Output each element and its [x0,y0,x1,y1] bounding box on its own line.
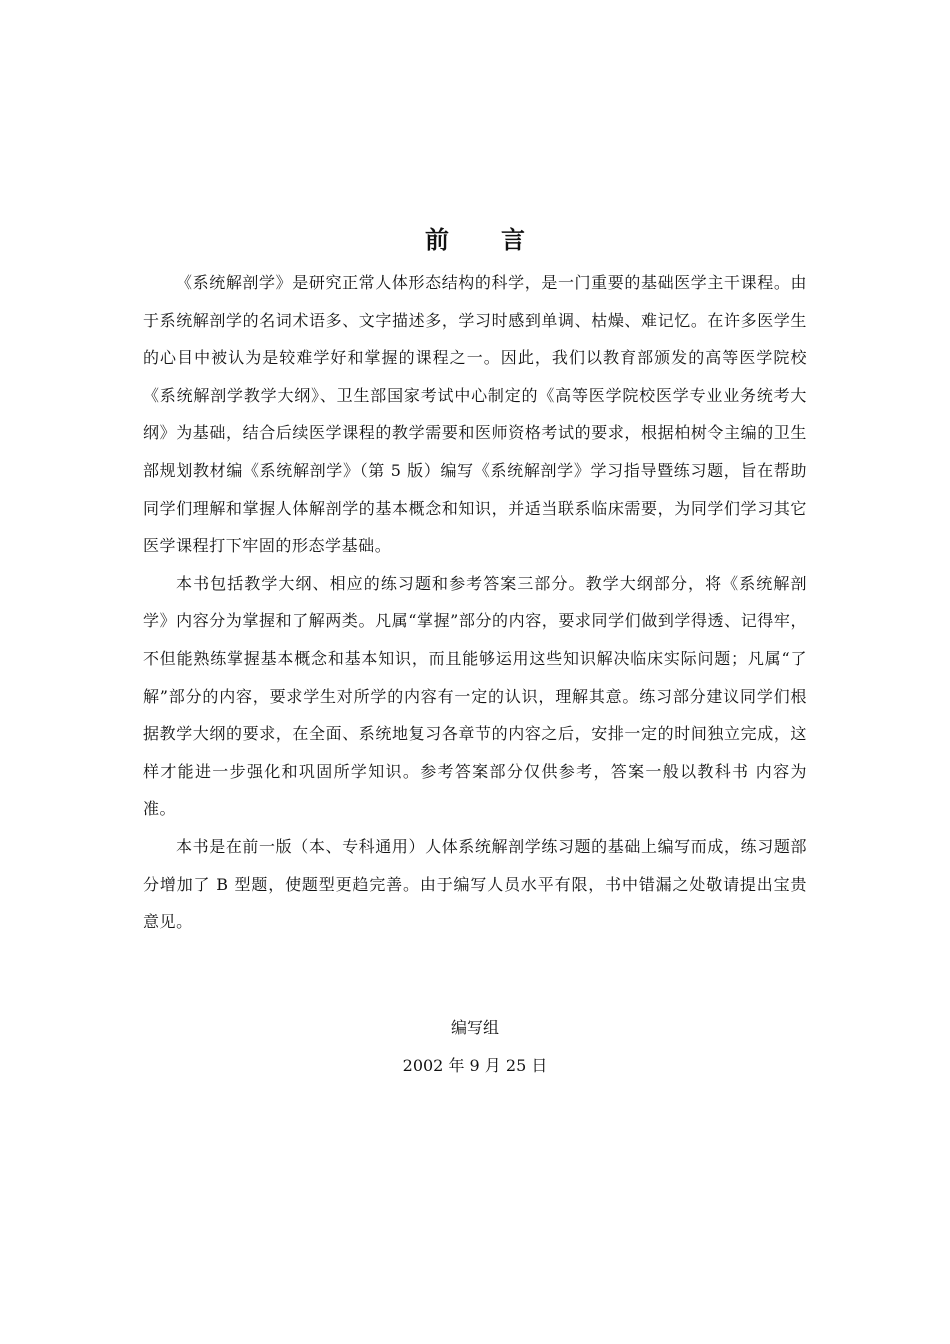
preface-body [143,264,807,941]
author-signature: 编写组 [450,1018,499,1037]
page-title: 前言 [425,225,577,254]
paragraph-2: 本书包括教学大纲、相应的练习题和参考答案三部分。教学大纲部分，将《系统解剖学》内容分为掌握和了解两类。凡属“掌握”部分的内容，要求同学们做到学得透、记得牢，不但能熟练掌握基本概念和基本知识，而且能够运用这些知识解决临床实际问题；凡属“了解”部分的内容，要求学生对所学的内容有一定的认识，理解其意。练习部分建议同学们根据教学大纲的要求，在全面、系统地复习各章节的内容之后，安排一定的时间独立完成，这样才能进一步强化和巩固所学知识。参考答案部分仅供参考，答案一般以教科书 内容为准。 [143,573,807,819]
paragraph-1: 《系统解剖学》是研究正常人体形态结构的科学，是一门重要的基础医学主干课程。由于系统解剖学的名词术语多、文字描述多，学习时感到单调、枯燥、难记忆。在许多医学生的心目中被认为是较难学好和掌握的课程之一。因此，我们以教育部颁发的高等医学院校《系统解剖学教学大纲》、卫生部国家考试中心制定的《高等医学院校医学专业业务统考大纲》为基础，结合后续医学课程的教学需要和医师资格考试的要求，根据柏树令主编的卫生部规划教材编《系统解剖学》（第 5 版）编写《系统解剖学》学习指导暨练习题，旨在帮助同学们理解和掌握人体解剖学的基本概念和知识，并适当联系临床需要，为同学们学习其它医学课程打下牢固的形态学基础。 [143,273,807,556]
paragraph-3: 本书是在前一版（本、专科通用）人体系统解剖学练习题的基础上编写而成，练习题部分增加了 B 型题，使题型更趋完善。由于编写人员水平有限，书中错漏之处敬请提出宝贵意见。 [143,836,807,932]
publication-date: 2002 年 9 月 25 日 [402,1056,548,1075]
